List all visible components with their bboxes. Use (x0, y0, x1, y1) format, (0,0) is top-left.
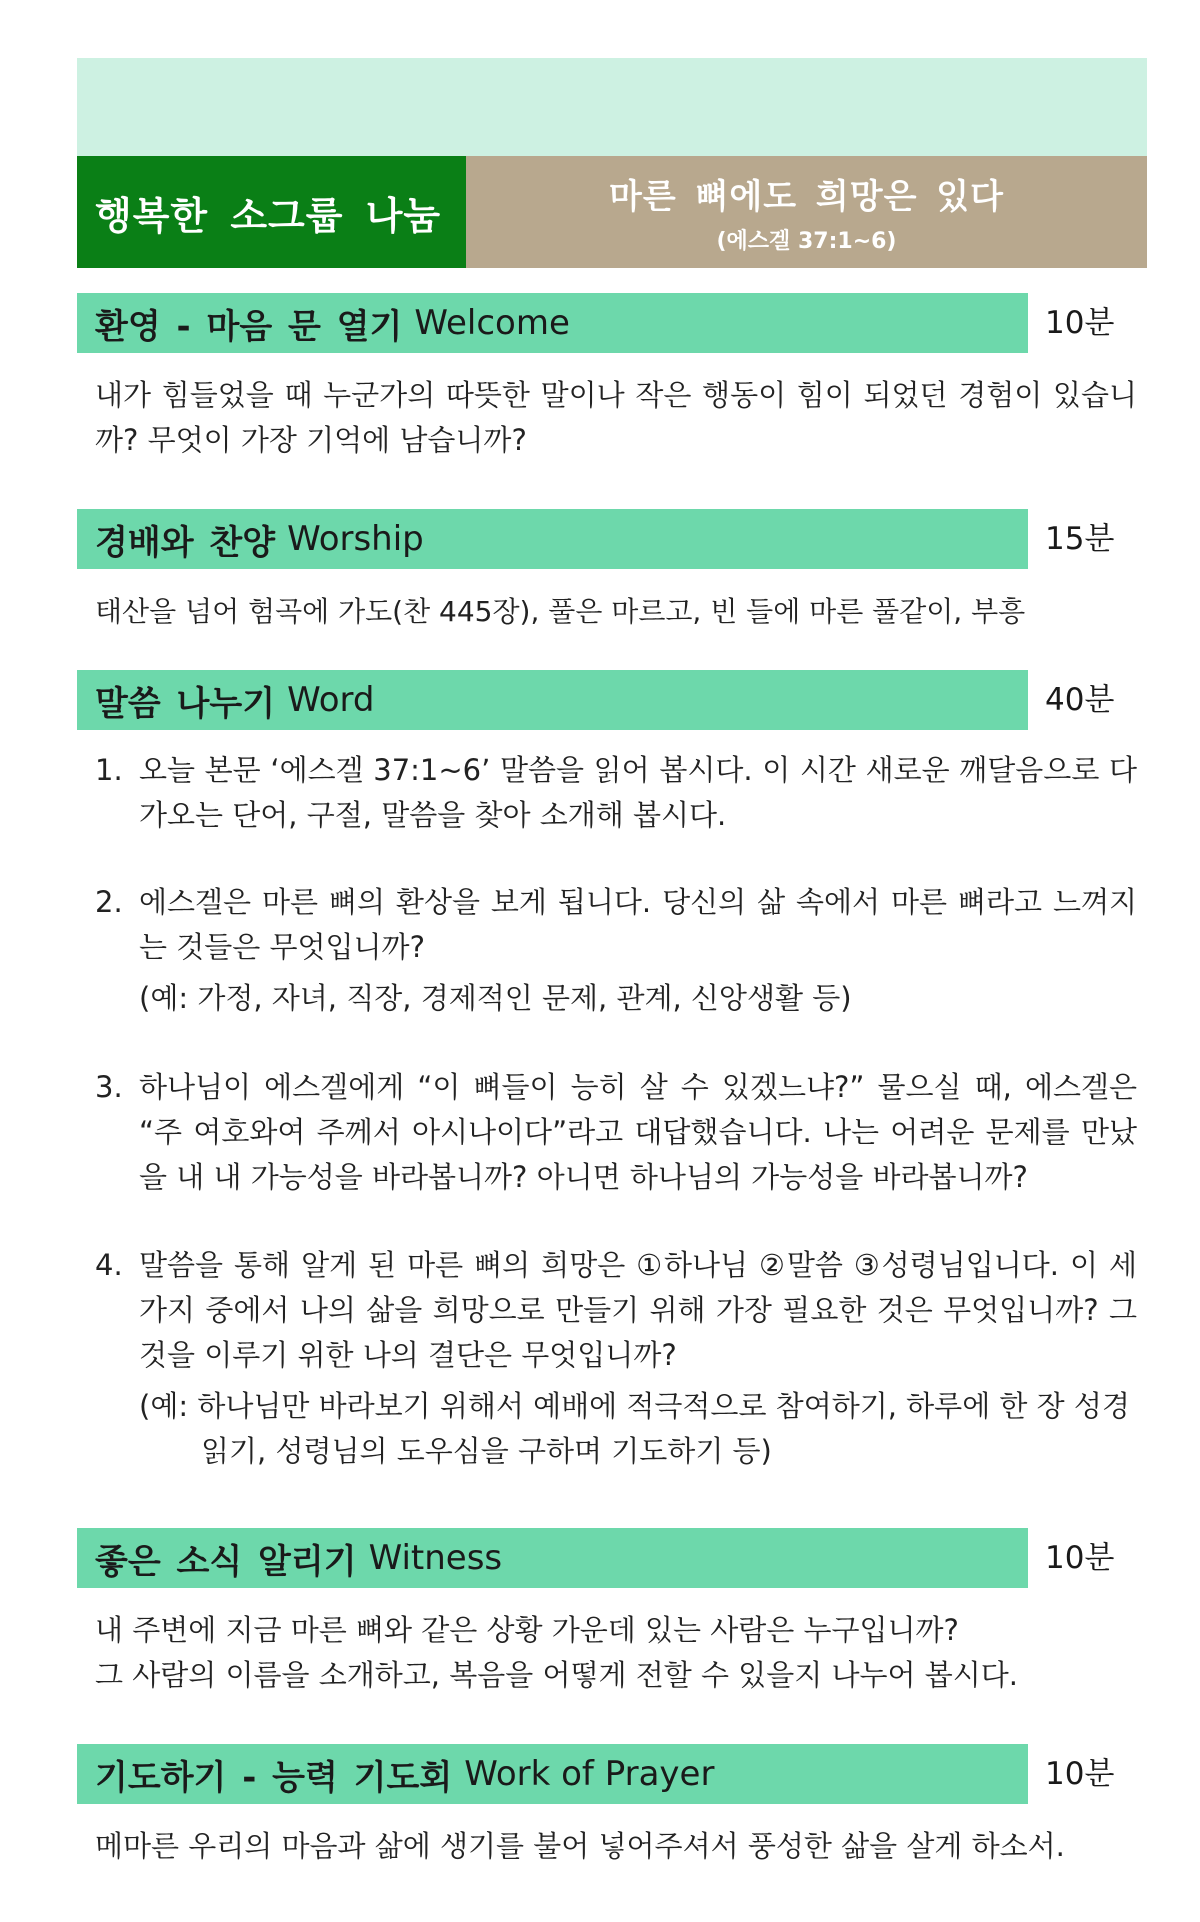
section-time-word: 40분 (1045, 682, 1115, 718)
witness-line-2: 그 사람의 이름을 소개하고, 복음을 어떻게 전할 수 있을지 나누어 봅시다. (95, 1658, 1019, 1692)
question-4 (95, 1243, 1137, 1474)
question-number: 4. (95, 1248, 123, 1282)
section-time-welcome: 10분 (1045, 305, 1115, 341)
question-3 (95, 1065, 1137, 1200)
section-bar-worship (77, 509, 1028, 569)
section-title-ko: 좋은 소식 알리기 (95, 1541, 357, 1582)
question-number: 1. (95, 753, 123, 787)
section-bar-prayer (77, 1744, 1028, 1804)
section-title-en: Work of Prayer (464, 1754, 715, 1794)
header-top-band (77, 58, 1147, 156)
sermon-title: 마른 뼈에도 희망은 있다 (609, 177, 1004, 217)
section-title-ko: 환영 - 마음 문 열기 (95, 306, 403, 347)
worship-songs: 태산을 넘어 험곡에 가도(찬 445장), 풀은 마르고, 빈 들에 마른 풀같이, 부흥 (95, 595, 1026, 628)
section-title-ko: 말씀 나누기 (95, 683, 276, 724)
witness-line-1: 내 주변에 지금 마른 뼈와 같은 상황 가운데 있는 사람은 누구입니까? (95, 1613, 959, 1647)
question-text: 말씀을 통해 알게 된 마른 뼈의 희망은 ①하나님 ②말씀 ③성령님입니다. 이 세가지 중에서 나의 삶을 희망으로 만들기 위해 가장 필요한 것은 무엇입니까? 그것을 이루기 위한 나의 결단은 무엇입니까? (139, 1248, 1137, 1372)
question-2 (95, 880, 1137, 1021)
question-example: (예: 가정, 자녀, 직장, 경제적인 문제, 관계, 신앙생활 등) (139, 981, 852, 1015)
question-text: 하나님이 에스겔에게 “이 뼈들이 능히 살 수 있겠느냐?” 물으실 때, 에스겔은 “주 여호와여 주께서 아시나이다”라고 대답했습니다. 나는 어려운 문제를 만났을 내 내 가능성을 바라봅니까? 아니면 하나님의 가능성을 바라봅니까? (139, 1070, 1137, 1194)
sermon-title-box (466, 156, 1147, 268)
prayer-text: 메마른 우리의 마음과 삶에 생기를 불어 넣어주셔서 풍성한 삶을 살게 하소서. (95, 1829, 1065, 1863)
section-title-en: Welcome (414, 303, 570, 343)
section-title-en: Worship (287, 519, 424, 559)
section-time-witness: 10분 (1045, 1540, 1115, 1576)
section-bar-welcome (77, 293, 1028, 353)
section-time-prayer: 10분 (1045, 1756, 1115, 1792)
scripture-reference: (에스겔 37:1~6) (716, 229, 897, 254)
question-number: 2. (95, 885, 123, 919)
question-text: 오늘 본문 ‘에스겔 37:1~6’ 말씀을 읽어 봅시다. 이 시간 새로운 깨달음으로 다가오는 단어, 구절, 말씀을 찾아 소개해 봅시다. (139, 753, 1137, 832)
section-time-worship: 15분 (1045, 521, 1115, 557)
section-title-en: Word (287, 680, 375, 720)
question-text: 에스겔은 마른 뼈의 환상을 보게 됩니다. 당신의 삶 속에서 마른 뼈라고 느껴지는 것들은 무엇입니까? (139, 885, 1137, 964)
question-1 (95, 748, 1137, 838)
witness-text (95, 1608, 1137, 1698)
section-bar-witness (77, 1528, 1028, 1588)
welcome-text: 내가 힘들었을 때 누군가의 따뜻한 말이나 작은 행동이 힘이 되었던 경험이 있습니까? 무엇이 가장 기억에 남습니까? (95, 378, 1137, 457)
question-number: 3. (95, 1070, 123, 1104)
section-title-en: Witness (368, 1538, 503, 1578)
section-title-ko: 기도하기 - 능력 기도회 (95, 1757, 453, 1798)
question-example: (예: 하나님만 바라보기 위해서 예배에 적극적으로 참여하기, 하루에 한 장 성경읽기, 성령님의 도우심을 구하며 기도하기 등) (139, 1389, 1130, 1468)
small-group-title: 행복한 소그룹 나눔 (77, 156, 466, 268)
section-bar-word (77, 670, 1028, 730)
section-title-ko: 경배와 찬양 (95, 522, 276, 563)
